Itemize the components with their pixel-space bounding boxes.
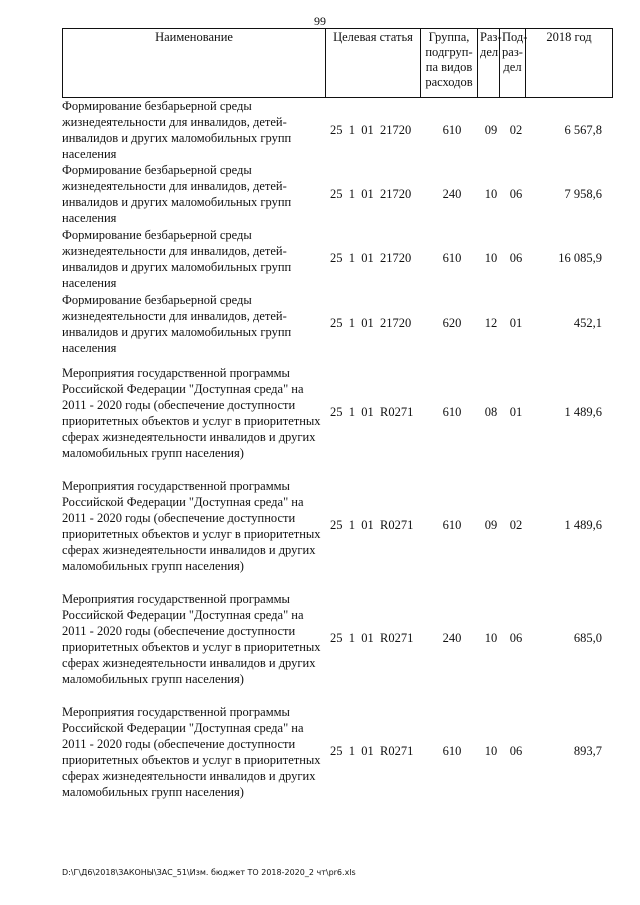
table-row bbox=[62, 469, 612, 582]
row-group: 610 bbox=[442, 251, 462, 265]
table-body bbox=[62, 98, 612, 808]
row-code: 25 1 01 21720 bbox=[330, 251, 412, 265]
header-target: Целевая статья bbox=[326, 29, 421, 98]
row-amount: 685,0 bbox=[573, 631, 602, 645]
row-group: 240 bbox=[442, 186, 462, 201]
row-razdel: 10 bbox=[484, 744, 498, 758]
row-name: Мероприятия государственной программы Российской Федерации "Доступная среда" на 2011 - 2020 годы (обеспечение доступности приоритетных объектов и услуг в приоритетных сферах жизнедеятельности инвалидов и других маломобильных групп населения) bbox=[62, 365, 321, 460]
row-amount: 452,1 bbox=[573, 316, 602, 330]
row-name: Формирование безбарьерной среды жизнедеятельности для инвалидов, детей-инвалидов и других маломобильных групп населения bbox=[62, 99, 292, 161]
row-group: 610 bbox=[442, 744, 462, 758]
row-name: Формирование безбарьерной среды жизнедеятельности для инвалидов, детей-инвалидов и других маломобильных групп населения bbox=[62, 227, 292, 290]
page-number: 99 bbox=[314, 14, 326, 28]
row-name: Формирование безбарьерной среды жизнедеятельности для инвалидов, детей-инвалидов и других маломобильных групп населения bbox=[62, 163, 292, 225]
row-code: 25 1 01 21720 bbox=[330, 316, 412, 330]
row-group: 610 bbox=[442, 405, 462, 419]
row-razdel: 10 bbox=[484, 631, 498, 645]
row-name: Формирование безбарьерной среды жизнедеятельности для инвалидов, детей-инвалидов и других маломобильных групп населения bbox=[62, 292, 292, 355]
row-code: 25 1 01 21720 bbox=[330, 186, 412, 201]
row-code: 25 1 01 R0271 bbox=[330, 405, 414, 419]
row-podrazdel: 01 bbox=[509, 316, 523, 330]
row-razdel: 12 bbox=[484, 316, 498, 330]
row-group: 620 bbox=[442, 316, 462, 330]
header-group: Группа, подгруп-па видов расходов bbox=[421, 29, 478, 98]
row-name: Мероприятия государственной программы Российской Федерации "Доступная среда" на 2011 - 2020 годы (обеспечение доступности приоритетных объектов и услуг в приоритетных сферах жизнедеятельности инвалидов и других маломобильных групп населения) bbox=[62, 704, 321, 799]
row-amount: 7 958,6 bbox=[564, 186, 602, 201]
row-code: 25 1 01 R0271 bbox=[330, 631, 414, 645]
row-amount: 6 567,8 bbox=[564, 122, 602, 137]
table-row bbox=[62, 695, 612, 808]
row-group: 610 bbox=[442, 122, 462, 137]
table-header bbox=[62, 28, 613, 98]
table-row bbox=[62, 356, 612, 469]
table-row bbox=[62, 582, 612, 695]
row-amount: 16 085,9 bbox=[558, 251, 602, 265]
header-name: Наименование bbox=[63, 29, 326, 98]
row-razdel: 09 bbox=[484, 122, 498, 137]
row-amount: 893,7 bbox=[573, 744, 602, 758]
row-code: 25 1 01 R0271 bbox=[330, 518, 414, 532]
table-row bbox=[62, 226, 612, 291]
row-podrazdel: 01 bbox=[509, 405, 523, 419]
row-amount: 1 489,6 bbox=[564, 405, 602, 419]
row-razdel: 09 bbox=[484, 518, 498, 532]
row-podrazdel: 06 bbox=[509, 631, 523, 645]
row-razdel: 08 bbox=[484, 405, 498, 419]
header-year: 2018 год bbox=[526, 29, 613, 98]
table-row bbox=[62, 162, 612, 226]
row-group: 240 bbox=[442, 631, 462, 645]
row-code: 25 1 01 21720 bbox=[330, 122, 412, 137]
row-name: Мероприятия государственной программы Российской Федерации "Доступная среда" на 2011 - 2020 годы (обеспечение доступности приоритетных объектов и услуг в приоритетных сферах жизнедеятельности инвалидов и других маломобильных групп населения) bbox=[62, 591, 321, 686]
table-row bbox=[62, 98, 612, 162]
row-razdel: 10 bbox=[484, 251, 498, 265]
row-razdel: 10 bbox=[484, 186, 498, 201]
table-row bbox=[62, 291, 612, 356]
row-podrazdel: 02 bbox=[509, 122, 523, 137]
row-podrazdel: 06 bbox=[509, 744, 523, 758]
row-podrazdel: 06 bbox=[509, 251, 523, 265]
row-code: 25 1 01 R0271 bbox=[330, 744, 414, 758]
row-amount: 1 489,6 bbox=[564, 518, 602, 532]
row-podrazdel: 06 bbox=[509, 186, 523, 201]
row-group: 610 bbox=[442, 518, 462, 532]
header-podrazdel: Под-раз-дел bbox=[500, 29, 526, 98]
row-podrazdel: 02 bbox=[509, 518, 523, 532]
header-razdel: Раз-дел bbox=[478, 29, 500, 98]
row-name: Мероприятия государственной программы Российской Федерации "Доступная среда" на 2011 - 2020 годы (обеспечение доступности приоритетных объектов и услуг в приоритетных сферах жизнедеятельности инвалидов и других маломобильных групп населения) bbox=[62, 478, 321, 573]
file-path-footer: D:\Г\Д6\2018\ЗАКОНЫ\ЗАС_51\Изм. бюджет ТО 2018-2020_2 чт\pr6.xls bbox=[62, 868, 356, 877]
